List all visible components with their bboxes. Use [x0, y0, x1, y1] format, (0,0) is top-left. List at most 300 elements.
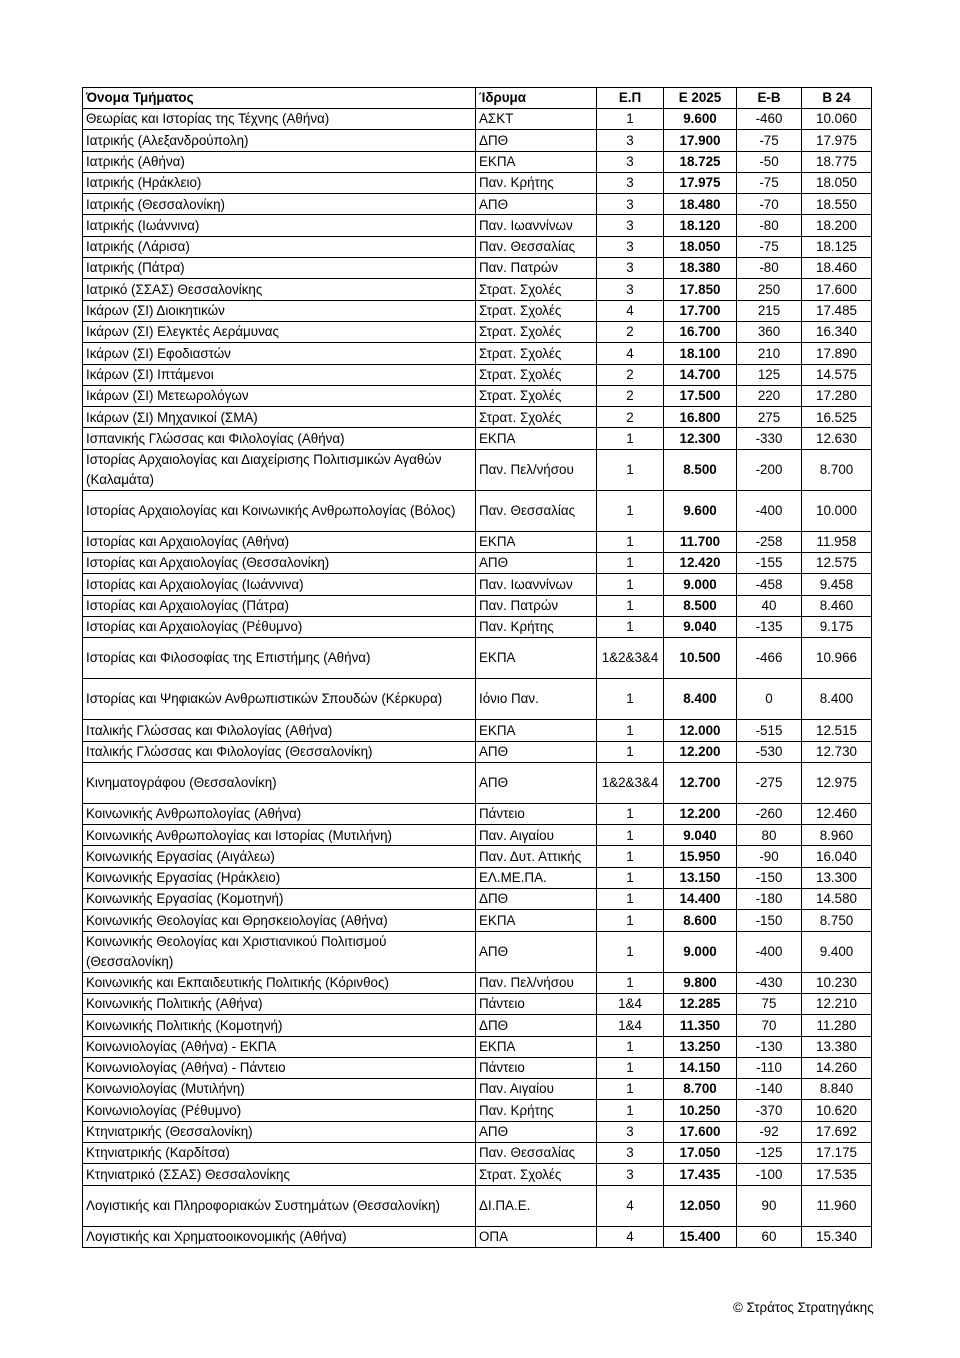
- cell-department-name: Κοινωνικής Ανθρωπολογίας και Ιστορίας (Μυτιλήνη): [83, 825, 476, 846]
- cell-ep-field: 1: [597, 846, 664, 867]
- cell-score-2024: 8.400: [802, 679, 872, 720]
- cell-ep-field: 3: [597, 258, 664, 279]
- cell-score-diff: -275: [737, 762, 802, 803]
- cell-ep-field: 1&2&3&4: [597, 638, 664, 679]
- cell-score-diff: -75: [737, 130, 802, 151]
- cell-institution: ΕΚΠΑ: [476, 1036, 597, 1057]
- cell-department-name: Ιατρικής (Αλεξανδρούπολη): [83, 130, 476, 151]
- cell-institution: ΔΠΘ: [476, 889, 597, 910]
- cell-department-name: Κινηματογράφου (Θεσσαλονίκη): [83, 762, 476, 803]
- cell-score-2025: 16.800: [664, 407, 737, 428]
- cell-department-name: Ιστορίας Αρχαιολογίας και Κοινωνικής Ανθρωπολογίας (Βόλος): [83, 490, 476, 531]
- cell-institution: Παν. Κρήτης: [476, 616, 597, 637]
- cell-score-2024: 9.175: [802, 616, 872, 637]
- cell-score-2025: 9.800: [664, 972, 737, 993]
- cell-ep-field: 1: [597, 803, 664, 824]
- cell-score-2024: 10.230: [802, 972, 872, 993]
- table-row: [83, 449, 872, 490]
- cell-department-name: Ιατρικής (Λάρισα): [83, 236, 476, 257]
- cell-department-name: Ιστορίας και Αρχαιολογίας (Ιωάννινα): [83, 574, 476, 595]
- cell-score-2025: 17.700: [664, 300, 737, 321]
- cell-score-2025: 13.150: [664, 867, 737, 888]
- cell-score-2025: 12.000: [664, 720, 737, 741]
- cell-score-2025: 17.435: [664, 1164, 737, 1185]
- cell-score-diff: 70: [737, 1015, 802, 1036]
- cell-score-diff: -130: [737, 1036, 802, 1057]
- cell-institution: ΔΠΘ: [476, 130, 597, 151]
- cell-ep-field: 4: [597, 300, 664, 321]
- cell-score-diff: 0: [737, 679, 802, 720]
- cell-institution: Ιόνιο Παν.: [476, 679, 597, 720]
- cell-score-2024: 13.380: [802, 1036, 872, 1057]
- cell-department-name: Ιατρικής (Ιωάννινα): [83, 215, 476, 236]
- cell-institution: Στρατ. Σχολές: [476, 279, 597, 300]
- table-row: [83, 616, 872, 637]
- cell-score-diff: -530: [737, 741, 802, 762]
- cell-score-2025: 18.120: [664, 215, 737, 236]
- cell-score-diff: -75: [737, 236, 802, 257]
- cell-ep-field: 1: [597, 889, 664, 910]
- table-row: [83, 407, 872, 428]
- cell-ep-field: 1: [597, 1057, 664, 1078]
- cell-score-2024: 12.515: [802, 720, 872, 741]
- cell-score-2024: 13.300: [802, 867, 872, 888]
- cell-department-name: Κοινωνικής Εργασίας (Αιγάλεω): [83, 846, 476, 867]
- column-header-e2025: Ε 2025: [664, 88, 737, 109]
- cell-score-2025: 8.500: [664, 449, 737, 490]
- cell-department-name: Ικάρων (ΣΙ) Διοικητικών: [83, 300, 476, 321]
- cell-ep-field: 1: [597, 574, 664, 595]
- cell-department-name: Ιστορίας και Ψηφιακών Ανθρωπιστικών Σπουδών (Κέρκυρα): [83, 679, 476, 720]
- cell-ep-field: 1: [597, 1079, 664, 1100]
- cell-score-2024: 12.975: [802, 762, 872, 803]
- cell-institution: ΑΣΚΤ: [476, 109, 597, 130]
- cell-score-diff: 360: [737, 321, 802, 342]
- cell-score-2025: 12.200: [664, 803, 737, 824]
- cell-institution: ΑΠΘ: [476, 741, 597, 762]
- cell-score-2025: 18.100: [664, 343, 737, 364]
- cell-score-diff: -460: [737, 109, 802, 130]
- table-row: [83, 109, 872, 130]
- cell-ep-field: 4: [597, 1185, 664, 1226]
- cell-score-2024: 9.458: [802, 574, 872, 595]
- cell-institution: ΑΠΘ: [476, 931, 597, 972]
- column-header-ep: Ε.Π: [597, 88, 664, 109]
- cell-department-name: Ιστορίας και Αρχαιολογίας (Πάτρα): [83, 595, 476, 616]
- cell-score-2025: 17.500: [664, 385, 737, 406]
- cell-score-2025: 9.600: [664, 490, 737, 531]
- cell-institution: Παν. Αιγαίου: [476, 1079, 597, 1100]
- cell-institution: Παν. Πελ/νήσου: [476, 449, 597, 490]
- cell-score-2025: 11.350: [664, 1015, 737, 1036]
- cell-score-diff: -150: [737, 910, 802, 931]
- cell-score-diff: -200: [737, 449, 802, 490]
- cell-score-2025: 17.975: [664, 172, 737, 193]
- cell-department-name: Κοινωνικής Θεολογίας και Θρησκειολογίας (Αθήνα): [83, 910, 476, 931]
- table-row: [83, 846, 872, 867]
- cell-score-2025: 18.725: [664, 151, 737, 172]
- cell-ep-field: 1: [597, 825, 664, 846]
- column-header-institution: Ίδρυμα: [476, 88, 597, 109]
- table-row: [83, 679, 872, 720]
- table-row: [83, 595, 872, 616]
- cell-score-diff: -370: [737, 1100, 802, 1121]
- cell-score-2024: 18.775: [802, 151, 872, 172]
- cell-score-diff: 90: [737, 1185, 802, 1226]
- cell-score-diff: -50: [737, 151, 802, 172]
- cell-score-2025: 9.000: [664, 931, 737, 972]
- cell-department-name: Κοινωνικής Ανθρωπολογίας (Αθήνα): [83, 803, 476, 824]
- cell-score-diff: 60: [737, 1226, 802, 1247]
- cell-score-2025: 12.300: [664, 428, 737, 449]
- cell-score-diff: 250: [737, 279, 802, 300]
- cell-score-diff: -140: [737, 1079, 802, 1100]
- cell-institution: ΕΛ.ΜΕ.ΠΑ.: [476, 867, 597, 888]
- table-row: [83, 1164, 872, 1185]
- cell-ep-field: 3: [597, 215, 664, 236]
- cell-score-diff: 75: [737, 993, 802, 1014]
- cell-department-name: Ιατρικής (Θεσσαλονίκη): [83, 194, 476, 215]
- cell-department-name: Κτηνιατρικής (Καρδίτσα): [83, 1142, 476, 1163]
- cell-score-diff: -70: [737, 194, 802, 215]
- cell-department-name: Ιστορίας και Αρχαιολογίας (Θεσσαλονίκη): [83, 553, 476, 574]
- cell-score-diff: 125: [737, 364, 802, 385]
- cell-ep-field: 1: [597, 1100, 664, 1121]
- cell-score-2024: 18.125: [802, 236, 872, 257]
- table-row: [83, 300, 872, 321]
- cell-score-diff: -75: [737, 172, 802, 193]
- table-row: [83, 151, 872, 172]
- cell-score-diff: -258: [737, 531, 802, 552]
- cell-department-name: Ισπανικής Γλώσσας και Φιλολογίας (Αθήνα): [83, 428, 476, 449]
- cell-department-name: Ιστορίας Αρχαιολογίας και Διαχείρισης Πολιτισμικών Αγαθών (Καλαμάτα): [83, 449, 476, 490]
- cell-institution: Πάντειο: [476, 1057, 597, 1078]
- cell-score-diff: -110: [737, 1057, 802, 1078]
- table-row: [83, 993, 872, 1014]
- cell-score-2024: 10.966: [802, 638, 872, 679]
- cell-ep-field: 3: [597, 1164, 664, 1185]
- cell-institution: Στρατ. Σχολές: [476, 300, 597, 321]
- cell-score-2024: 8.960: [802, 825, 872, 846]
- cell-department-name: Κοινωνιολογίας (Ρέθυμνο): [83, 1100, 476, 1121]
- cell-score-2024: 18.550: [802, 194, 872, 215]
- cell-score-2024: 17.890: [802, 343, 872, 364]
- cell-score-2025: 17.850: [664, 279, 737, 300]
- cell-ep-field: 1&4: [597, 1015, 664, 1036]
- cell-score-diff: -155: [737, 553, 802, 574]
- cell-ep-field: 3: [597, 1142, 664, 1163]
- cell-score-2025: 17.050: [664, 1142, 737, 1163]
- cell-score-2024: 17.175: [802, 1142, 872, 1163]
- cell-score-2024: 8.750: [802, 910, 872, 931]
- cell-department-name: Ιταλικής Γλώσσας και Φιλολογίας (Θεσσαλονίκη): [83, 741, 476, 762]
- cell-institution: ΔΠΘ: [476, 1015, 597, 1036]
- table-row: [83, 720, 872, 741]
- cell-institution: Παν. Θεσσαλίας: [476, 490, 597, 531]
- cell-department-name: Κοινωνιολογίας (Αθήνα) - Πάντειο: [83, 1057, 476, 1078]
- cell-score-diff: -260: [737, 803, 802, 824]
- cell-score-diff: -458: [737, 574, 802, 595]
- cell-score-2025: 9.040: [664, 616, 737, 637]
- table-row: [83, 972, 872, 993]
- table-row: [83, 1121, 872, 1142]
- table-row: [83, 428, 872, 449]
- cell-institution: Παν. Πελ/νήσου: [476, 972, 597, 993]
- cell-department-name: Ιστορίας και Αρχαιολογίας (Ρέθυμνο): [83, 616, 476, 637]
- cell-institution: Παν. Κρήτης: [476, 1100, 597, 1121]
- cell-score-2024: 16.525: [802, 407, 872, 428]
- cell-score-2024: 12.575: [802, 553, 872, 574]
- cell-department-name: Κοινωνιολογίας (Αθήνα) - ΕΚΠΑ: [83, 1036, 476, 1057]
- table-row: [83, 825, 872, 846]
- cell-score-diff: 80: [737, 825, 802, 846]
- cell-institution: Παν. Κρήτης: [476, 172, 597, 193]
- cell-ep-field: 1&2&3&4: [597, 762, 664, 803]
- cell-score-diff: -330: [737, 428, 802, 449]
- cell-score-2025: 10.500: [664, 638, 737, 679]
- cell-ep-field: 1: [597, 449, 664, 490]
- cell-institution: Πάντειο: [476, 993, 597, 1014]
- cell-score-2024: 18.200: [802, 215, 872, 236]
- cell-institution: Στρατ. Σχολές: [476, 364, 597, 385]
- table-row: [83, 385, 872, 406]
- cell-score-2024: 17.485: [802, 300, 872, 321]
- cell-ep-field: 1: [597, 553, 664, 574]
- cell-department-name: Ικάρων (ΣΙ) Ιπτάμενοι: [83, 364, 476, 385]
- cell-ep-field: 3: [597, 279, 664, 300]
- table-row: [83, 1015, 872, 1036]
- cell-score-diff: -150: [737, 867, 802, 888]
- cell-score-2024: 11.958: [802, 531, 872, 552]
- cell-ep-field: 3: [597, 151, 664, 172]
- cell-score-2025: 11.700: [664, 531, 737, 552]
- cell-score-diff: 210: [737, 343, 802, 364]
- table-row: [83, 1057, 872, 1078]
- cell-score-2024: 11.960: [802, 1185, 872, 1226]
- cell-department-name: Κτηνιατρικό (ΣΣΑΣ) Θεσσαλονίκης: [83, 1164, 476, 1185]
- cell-department-name: Λογιστικής και Πληροφοριακών Συστημάτων (Θεσσαλονίκη): [83, 1185, 476, 1226]
- cell-institution: Στρατ. Σχολές: [476, 407, 597, 428]
- cell-institution: ΔΙ.ΠΑ.Ε.: [476, 1185, 597, 1226]
- cell-department-name: Κοινωνικής Εργασίας (Κομοτηνή): [83, 889, 476, 910]
- cell-score-2024: 16.340: [802, 321, 872, 342]
- cell-score-2025: 9.000: [664, 574, 737, 595]
- cell-score-diff: -80: [737, 258, 802, 279]
- cell-score-2024: 18.050: [802, 172, 872, 193]
- table-row: [83, 762, 872, 803]
- cell-score-2025: 17.600: [664, 1121, 737, 1142]
- table-row: [83, 279, 872, 300]
- cell-score-2025: 15.950: [664, 846, 737, 867]
- cell-score-diff: -400: [737, 490, 802, 531]
- table-row: [83, 343, 872, 364]
- cell-institution: ΕΚΠΑ: [476, 638, 597, 679]
- cell-score-2024: 8.840: [802, 1079, 872, 1100]
- table-row: [83, 1079, 872, 1100]
- cell-ep-field: 1: [597, 595, 664, 616]
- cell-department-name: Κοινωνιολογίας (Μυτιλήνη): [83, 1079, 476, 1100]
- cell-ep-field: 1: [597, 616, 664, 637]
- cell-score-diff: -466: [737, 638, 802, 679]
- cell-score-2024: 12.730: [802, 741, 872, 762]
- cell-score-diff: 40: [737, 595, 802, 616]
- cell-department-name: Ιταλικής Γλώσσας και Φιλολογίας (Αθήνα): [83, 720, 476, 741]
- cell-score-2024: 17.600: [802, 279, 872, 300]
- cell-department-name: Κοινωνικής Εργασίας (Ηράκλειο): [83, 867, 476, 888]
- cell-score-2025: 12.700: [664, 762, 737, 803]
- cell-institution: ΕΚΠΑ: [476, 151, 597, 172]
- table-row: [83, 321, 872, 342]
- table-row: [83, 931, 872, 972]
- cell-score-2024: 14.580: [802, 889, 872, 910]
- cell-score-2024: 11.280: [802, 1015, 872, 1036]
- cell-institution: ΕΚΠΑ: [476, 428, 597, 449]
- cell-score-diff: -92: [737, 1121, 802, 1142]
- cell-score-diff: -180: [737, 889, 802, 910]
- cell-institution: ΕΚΠΑ: [476, 531, 597, 552]
- cell-score-2025: 12.200: [664, 741, 737, 762]
- cell-score-diff: -100: [737, 1164, 802, 1185]
- cell-score-diff: -125: [737, 1142, 802, 1163]
- cell-ep-field: 2: [597, 321, 664, 342]
- cell-department-name: Ιατρικής (Πάτρα): [83, 258, 476, 279]
- cell-ep-field: 1: [597, 1036, 664, 1057]
- cell-institution: Παν. Θεσσαλίας: [476, 1142, 597, 1163]
- cell-institution: ΑΠΘ: [476, 194, 597, 215]
- column-header-diff: Ε-Β: [737, 88, 802, 109]
- cell-score-diff: 215: [737, 300, 802, 321]
- table-row: [83, 910, 872, 931]
- cell-score-2025: 12.285: [664, 993, 737, 1014]
- cell-department-name: Κτηνιατρικής (Θεσσαλονίκη): [83, 1121, 476, 1142]
- cell-ep-field: 2: [597, 407, 664, 428]
- cell-institution: Παν. Αιγαίου: [476, 825, 597, 846]
- cell-score-2025: 16.700: [664, 321, 737, 342]
- cell-ep-field: 3: [597, 194, 664, 215]
- cell-institution: ΑΠΘ: [476, 762, 597, 803]
- cell-score-2025: 9.040: [664, 825, 737, 846]
- grades-table: [82, 87, 872, 1248]
- cell-score-2024: 14.575: [802, 364, 872, 385]
- cell-score-diff: 220: [737, 385, 802, 406]
- cell-institution: Στρατ. Σχολές: [476, 321, 597, 342]
- cell-institution: Στρατ. Σχολές: [476, 1164, 597, 1185]
- cell-score-diff: -430: [737, 972, 802, 993]
- table-row: [83, 1142, 872, 1163]
- cell-ep-field: 3: [597, 172, 664, 193]
- table-row: [83, 215, 872, 236]
- cell-score-2024: 16.040: [802, 846, 872, 867]
- cell-score-2024: 10.620: [802, 1100, 872, 1121]
- cell-ep-field: 3: [597, 130, 664, 151]
- cell-ep-field: 1: [597, 720, 664, 741]
- cell-score-2025: 18.050: [664, 236, 737, 257]
- cell-department-name: Κοινωνικής και Εκπαιδευτικής Πολιτικής (Κόρινθος): [83, 972, 476, 993]
- table-row: [83, 130, 872, 151]
- cell-ep-field: 1&4: [597, 993, 664, 1014]
- cell-department-name: Ικάρων (ΣΙ) Εφοδιαστών: [83, 343, 476, 364]
- cell-institution: Στρατ. Σχολές: [476, 343, 597, 364]
- cell-ep-field: 2: [597, 364, 664, 385]
- table-row: [83, 1185, 872, 1226]
- table-row: [83, 194, 872, 215]
- cell-score-2025: 12.050: [664, 1185, 737, 1226]
- cell-ep-field: 1: [597, 910, 664, 931]
- cell-score-diff: -80: [737, 215, 802, 236]
- cell-score-2025: 12.420: [664, 553, 737, 574]
- cell-score-2025: 14.700: [664, 364, 737, 385]
- cell-institution: ΟΠΑ: [476, 1226, 597, 1247]
- cell-ep-field: 4: [597, 1226, 664, 1247]
- cell-score-2025: 17.900: [664, 130, 737, 151]
- table-row: [83, 531, 872, 552]
- cell-institution: ΑΠΘ: [476, 553, 597, 574]
- cell-department-name: Ιατρικής (Ηράκλειο): [83, 172, 476, 193]
- cell-score-2024: 14.260: [802, 1057, 872, 1078]
- cell-score-2025: 8.500: [664, 595, 737, 616]
- cell-score-2024: 9.400: [802, 931, 872, 972]
- cell-score-diff: -135: [737, 616, 802, 637]
- cell-ep-field: 2: [597, 385, 664, 406]
- cell-score-2025: 9.600: [664, 109, 737, 130]
- cell-ep-field: 1: [597, 931, 664, 972]
- cell-score-2024: 17.975: [802, 130, 872, 151]
- cell-department-name: Ιατρικό (ΣΣΑΣ) Θεσσαλονίκης: [83, 279, 476, 300]
- cell-score-2024: 12.210: [802, 993, 872, 1014]
- cell-score-diff: -515: [737, 720, 802, 741]
- cell-ep-field: 1: [597, 741, 664, 762]
- cell-ep-field: 1: [597, 679, 664, 720]
- table-row: [83, 741, 872, 762]
- cell-score-diff: -400: [737, 931, 802, 972]
- cell-score-2025: 14.400: [664, 889, 737, 910]
- cell-score-2024: 12.630: [802, 428, 872, 449]
- table-row: [83, 553, 872, 574]
- cell-score-2025: 13.250: [664, 1036, 737, 1057]
- cell-institution: Παν. Ιωαννίνων: [476, 215, 597, 236]
- table-row: [83, 867, 872, 888]
- table-row: [83, 1226, 872, 1247]
- cell-ep-field: 1: [597, 109, 664, 130]
- table-header-row: [83, 88, 872, 109]
- cell-score-2024: 15.340: [802, 1226, 872, 1247]
- cell-institution: ΕΚΠΑ: [476, 910, 597, 931]
- cell-score-2024: 10.060: [802, 109, 872, 130]
- table-row: [83, 574, 872, 595]
- cell-institution: Παν. Δυτ. Αττικής: [476, 846, 597, 867]
- table-row: [83, 236, 872, 257]
- cell-score-2024: 17.535: [802, 1164, 872, 1185]
- copyright-note: © Στράτος Στρατηγάκης: [733, 1300, 874, 1315]
- cell-department-name: Κοινωνικής Πολιτικής (Κομοτηνή): [83, 1015, 476, 1036]
- cell-department-name: Ικάρων (ΣΙ) Μηχανικοί (ΣΜΑ): [83, 407, 476, 428]
- cell-score-diff: -90: [737, 846, 802, 867]
- cell-institution: Παν. Ιωαννίνων: [476, 574, 597, 595]
- cell-score-2025: 8.400: [664, 679, 737, 720]
- column-header-name: Όνομα Τμήματος: [83, 88, 476, 109]
- cell-score-2025: 10.250: [664, 1100, 737, 1121]
- cell-score-2024: 8.700: [802, 449, 872, 490]
- cell-department-name: Θεωρίας και Ιστορίας της Τέχνης (Αθήνα): [83, 109, 476, 130]
- cell-institution: Παν. Πατρών: [476, 258, 597, 279]
- cell-ep-field: 1: [597, 867, 664, 888]
- table-row: [83, 803, 872, 824]
- cell-score-2025: 14.150: [664, 1057, 737, 1078]
- cell-institution: Παν. Πατρών: [476, 595, 597, 616]
- cell-department-name: Ικάρων (ΣΙ) Ελεγκτές Αεράμυνας: [83, 321, 476, 342]
- table-row: [83, 1036, 872, 1057]
- cell-ep-field: 1: [597, 428, 664, 449]
